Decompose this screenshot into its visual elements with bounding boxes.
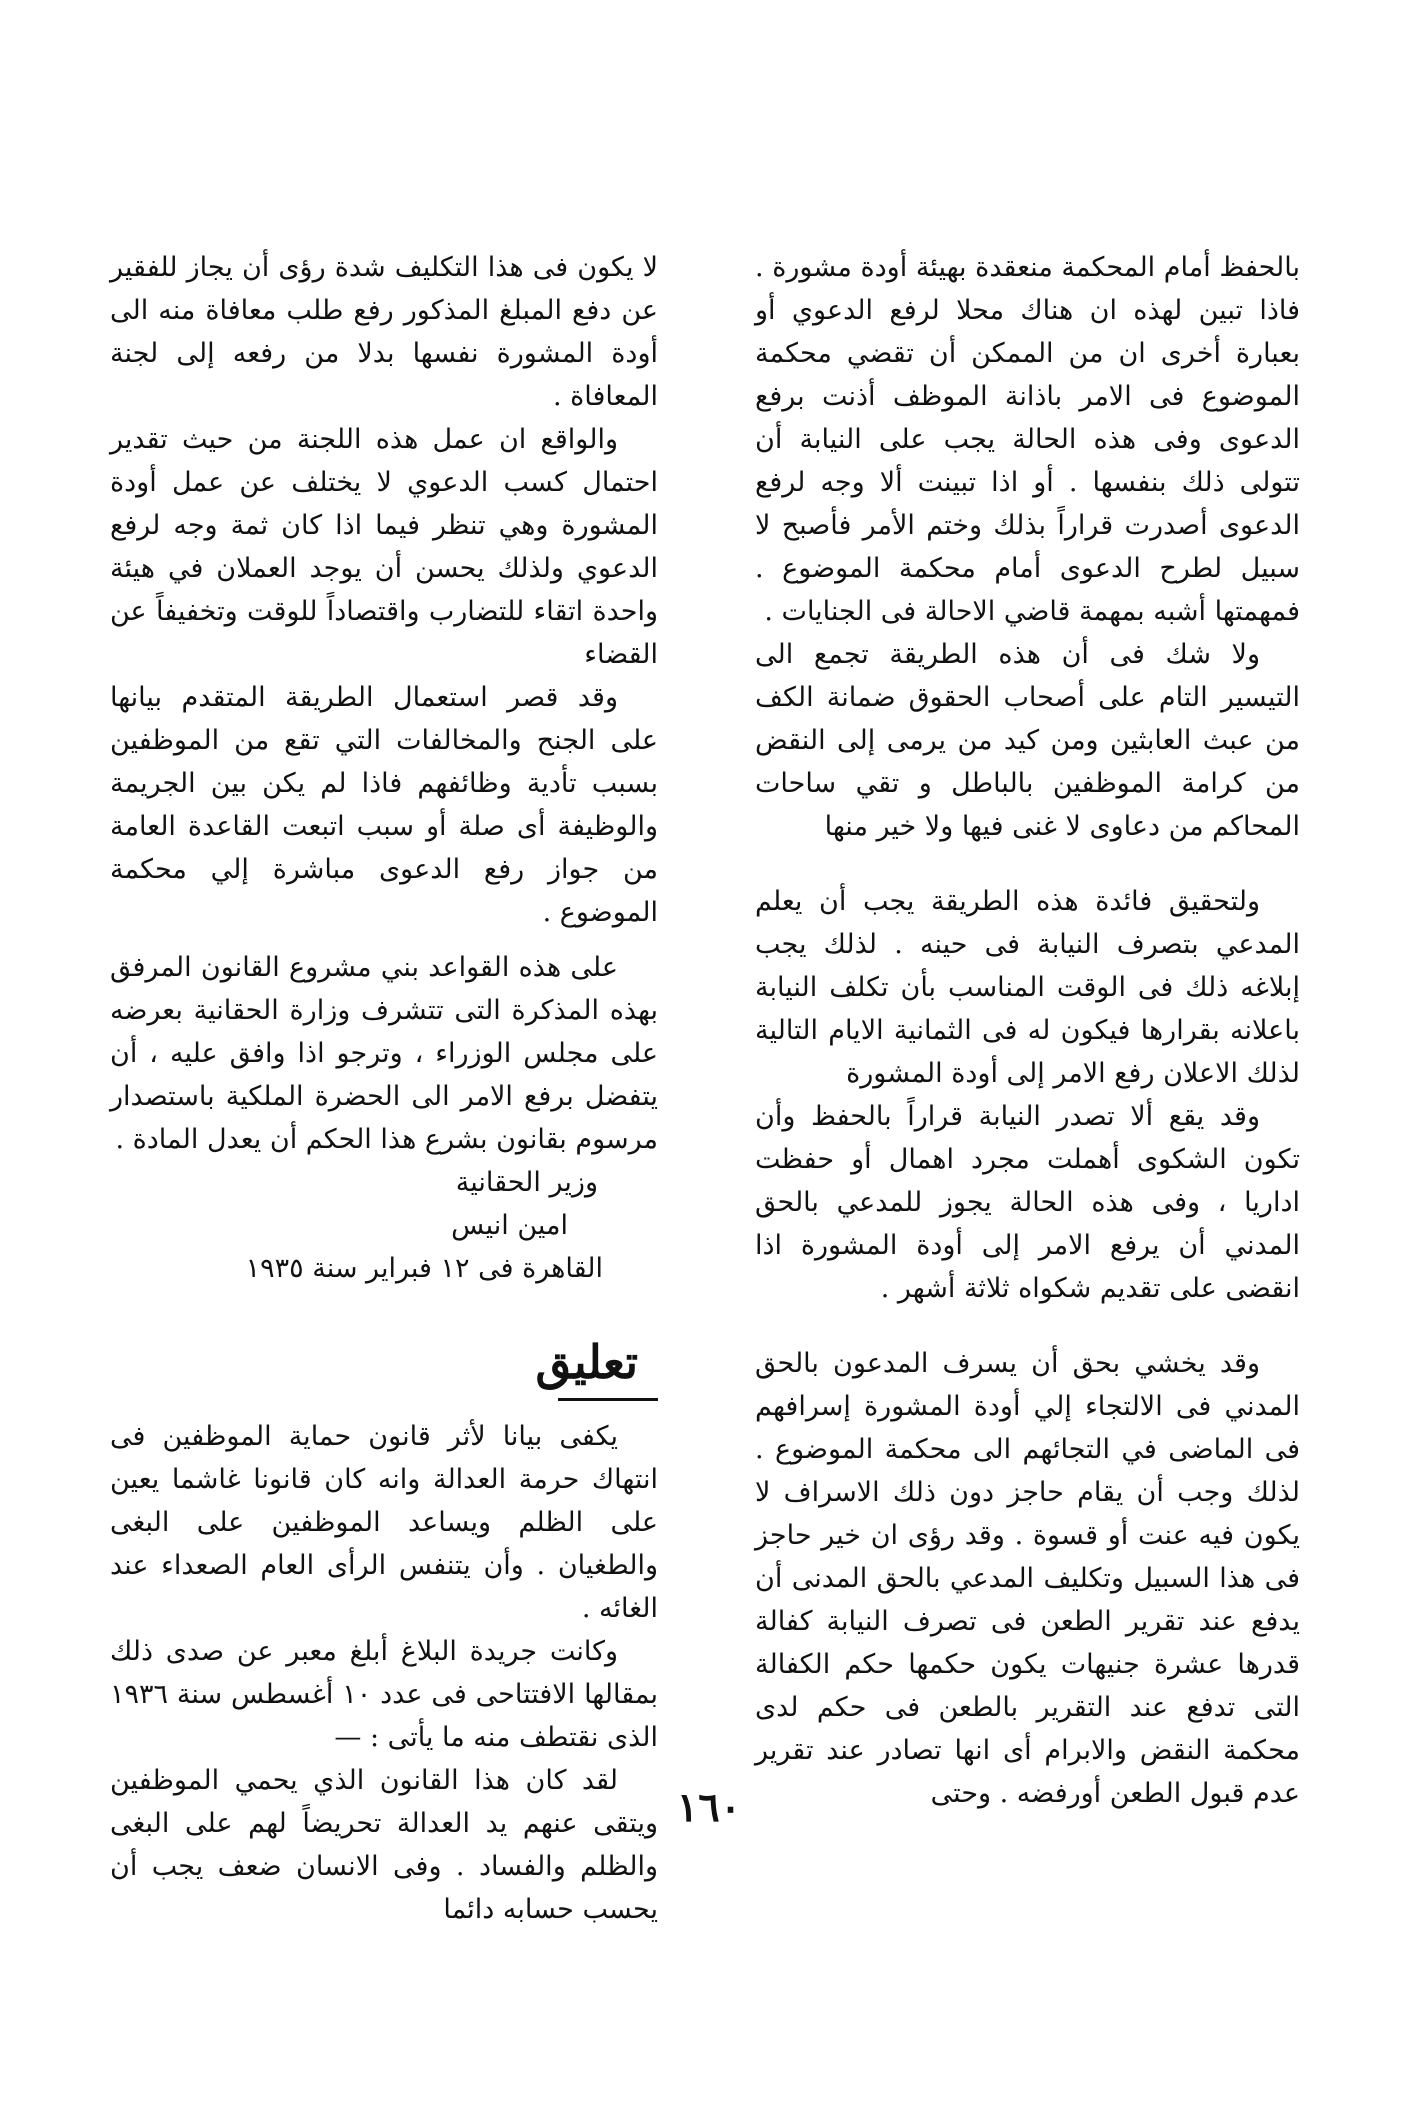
right-column <box>755 246 1300 1815</box>
signature-name: امين انيس <box>451 1210 568 1241</box>
right-paragraph-5: وقد يخشي بحق أن يسرف المدعون بالحق المدني فى الالتجاء إلي أودة المشورة إسرافهم فى الماضى في التجائهم الى محكمة الموضوع . لذلك وجب أن يقام حاجز دون ذلك الاسراف لا يكون فيه عنت أو قسوة . وقد رؤى ان خير حاجز فى هذا السبيل وتكليف المدعي بالحق المدنى أن يدفع عند تقرير الطعن فى تصرف النيابة كفالة قدرها عشرة جنيهات يكون حكمها حكم الكفالة التى تدفع عند التقرير بالطعن فى حكم لدى محكمة النقض والابرام أى انها تصادر عند تقرير عدم قبول الطعن أورفضه . وحتى <box>755 1348 1300 1809</box>
comment-paragraph-1: يكفى بيانا لأثر قانون حماية الموظفين فى انتهاك حرمة العدالة وانه كان قانونا غاشما يعين على الظلم ويساعد الموظفين على البغى والطغيان . وأن يتنفس الرأى العام الصعداء عند الغائه . <box>110 1421 658 1624</box>
right-paragraph-4: وقد يقع ألا تصدر النيابة قراراً بالحفظ وأن تكون الشكوى أهملت مجرد اهمال أو حفظت اداريا ، وفى هذه الحالة يجوز للمدعي بالحق المدني أن يرفع الامر إلى أودة المشورة اذا انقضى على تقديم شكواه ثلاثة أشهر . <box>755 1101 1300 1304</box>
left-paragraph-2: والواقع ان عمل هذه اللجنة من حيث تقدير احتمال كسب الدعوي لا يختلف عن عمل أودة المشورة وهي تنظر فيما اذا كان ثمة وجه لرفع الدعوي ولذلك يحسن أن يوجد العملان في هيئة واحدة اتقاء للتضارب واقتصاداً للوقت وتخفيفاً عن القضاء <box>110 424 658 670</box>
comment-heading: تعليق <box>535 1335 638 1389</box>
heading-underline <box>558 1398 658 1401</box>
left-paragraph-3: وقد قصر استعمال الطريقة المتقدم بيانها على الجنح والمخالفات التي تقع من الموظفين بسبب تأدية وظائفهم فاذا لم يكن بين الجريمة والوظيفة أى صلة أو سبب اتبعت القاعدة العامة من جواز رفع الدعوى مباشرة إلي محكمة الموضوع . <box>110 682 658 928</box>
comment-heading-block <box>110 1330 658 1401</box>
right-paragraph-3: ولتحقيق فائدة هذه الطريقة يجب أن يعلم المدعي بتصرف النيابة فى حينه . لذلك يجب إبلاغه ذلك فى الوقت المناسب بأن تكلف النيابة باعلانه بقرارها فيكون له فى الثمانية الايام التالية لذلك الاعلان رفع الامر إلى أودة المشورة <box>755 886 1300 1089</box>
right-paragraph-2: ولا شك فى أن هذه الطريقة تجمع الى التيسير التام على أصحاب الحقوق ضمانة الكف من عبث العابثين ومن كيد من يرمى إلى النقض من كرامة الموظفين بالباطل و تقي ساحات المحاكم من دعاوى لا غنى فيها ولا خير منها <box>755 639 1300 842</box>
signature-title: وزير الحقانية <box>455 1167 598 1198</box>
left-paragraph-4: على هذه القواعد بني مشروع القانون المرفق بهذه المذكرة التى تتشرف وزارة الحقانية بعرضه على مجلس الوزراء ، وترجو اذا وافق عليه ، أن يتفضل برفع الامر الى الحضرة الملكية باستصدار مرسوم بقانون بشرع هذا الحكم أن يعدل المادة . <box>110 952 658 1155</box>
right-paragraph-1: بالحفظ أمام المحكمة منعقدة بهيئة أودة مشورة . فاذا تبين لهذه ان هناك محلا لرفع الدعوي أو بعبارة أخرى ان من الممكن أن تقضي محكمة الموضوع فى الامر باذانة الموظف أذنت برفع الدعوى وفى هذه الحالة يجب على النيابة أن تتولى ذلك بنفسها . أو اذا تبينت ألا وجه لرفع الدعوى أصدرت قراراً بذلك وختم الأمر فأصبح لا سبيل لطرح الدعوى أمام محكمة الموضوع . فمهمتها أشبه بمهمة قاضي الاحالة فى الجنايات . <box>755 252 1300 627</box>
page-number: ١٦٠ <box>676 1784 742 1831</box>
signature-date: القاهرة فى ١٢ فبراير سنة ١٩٣٥ <box>245 1253 603 1284</box>
left-paragraph-1: لا يكون فى هذا التكليف شدة رؤى أن يجاز للفقير عن دفع المبلغ المذكور رفع طلب معافاة منه الى أودة المشورة نفسها بدلا من رفعه إلى لجنة المعافاة . <box>110 252 658 412</box>
comment-paragraph-2: وكانت جريدة البلاغ أبلغ معبر عن صدى ذلك بمقالها الافتتاحى فى عدد ١٠ أغسطس سنة ١٩٣٦ الذى نقتطف منه ما يأتى : — <box>110 1636 658 1753</box>
comment-paragraph-3: لقد كان هذا القانون الذي يحمي الموظفين ويتقى عنهم يد العدالة تحريضاً لهم على البغى والظلم والفساد . وفى الانسان ضعف يجب أن يحسب حسابه دائما <box>110 1765 658 1925</box>
left-column <box>110 246 658 1931</box>
